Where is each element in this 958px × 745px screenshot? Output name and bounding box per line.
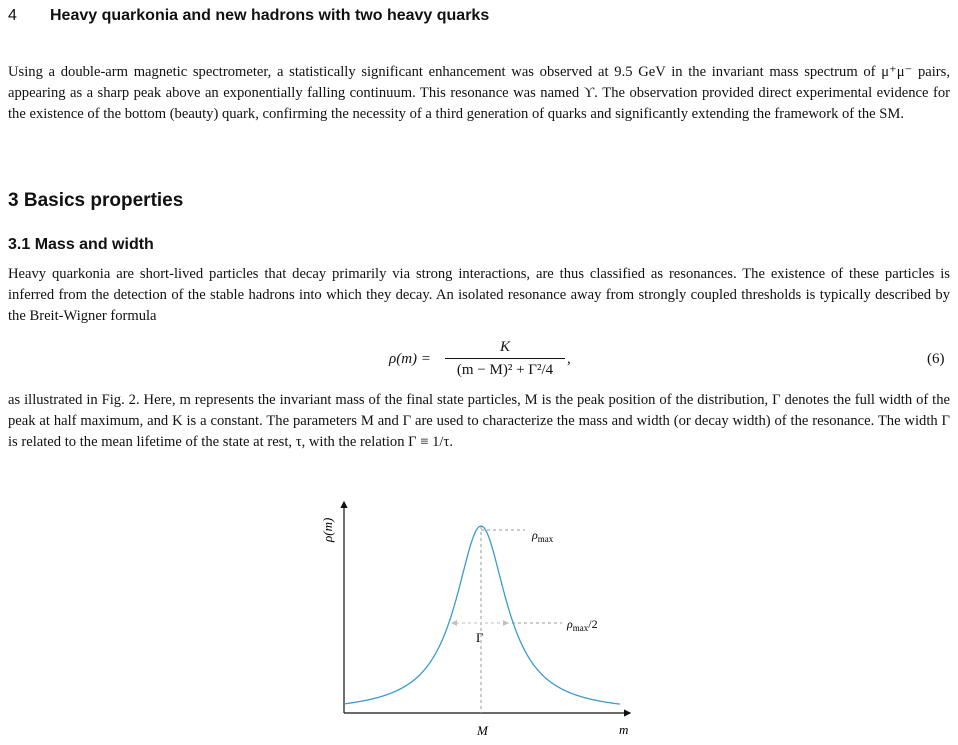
equation-denominator: (m − M)² + Γ²/4 bbox=[456, 362, 554, 378]
subsection-heading: 3.1 Mass and width bbox=[8, 236, 154, 253]
figure-plot bbox=[300, 490, 660, 740]
breit-wigner-curve bbox=[344, 526, 620, 704]
body-paragraph-2: as illustrated in Fig. 2. Here, m represents the invariant mass of the final state particles, M is the peak position of the distribution, Γ denotes the full width of the peak at half maximum, and K is a constant. The parameters M and Γ are used to characterize the mass and width (or decay width) of the resonance. The width Γ is related to the mean lifetime of the state at rest, τ, with the relation Γ ≡ 1/τ. bbox=[8, 392, 950, 450]
equation-lhs: ρ(m) = bbox=[389, 351, 431, 367]
equation-fraction bbox=[445, 337, 565, 380]
intro-paragraph: Using a double-arm magnetic spectrometer, a statistically significant enhancement was observed at 9.5 GeV in the invariant mass spectrum of μ⁺μ⁻ pairs, appearing as a sharp peak above an exponentially falling continuum. This resonance was named ϒ. The observation provided direct experimental evidence for the existence of the bottom (beauty) quark, confirming the necessity of a third generation of quarks and significantly extending the framework of the SM. bbox=[8, 64, 950, 122]
equation-numerator: K bbox=[499, 339, 510, 355]
width-label: Γ bbox=[476, 630, 484, 645]
fraction-bar bbox=[445, 358, 565, 359]
breit-wigner-figure bbox=[300, 490, 660, 745]
equation-number: (6) bbox=[927, 351, 945, 367]
peak-position-label: M bbox=[477, 723, 488, 738]
body-paragraph-1: Heavy quarkonia are short-lived particles that decay primarily via strong interactions, are thus classified as resonances. The existence of these particles is inferred from the detection of the stable hadrons into which they decay. An isolated resonance away from strongly coupled thresholds is typically described by the Breit-Wigner formula bbox=[8, 266, 950, 324]
running-title: Heavy quarkonia and new hadrons with two heavy quarks bbox=[50, 7, 490, 24]
breit-wigner-equation bbox=[0, 337, 958, 383]
half-max-label: $\rho_{max}/2$ bbox=[567, 617, 598, 633]
section-heading: 3 Basics properties bbox=[8, 190, 184, 211]
running-header bbox=[8, 4, 489, 28]
max-label: $\rho_{max}$ bbox=[532, 528, 554, 544]
equation-comma: , bbox=[567, 351, 571, 367]
page-number: 4 bbox=[8, 7, 17, 24]
x-axis-label: m bbox=[619, 722, 629, 737]
y-axis-label: ρ(m) bbox=[320, 517, 335, 542]
